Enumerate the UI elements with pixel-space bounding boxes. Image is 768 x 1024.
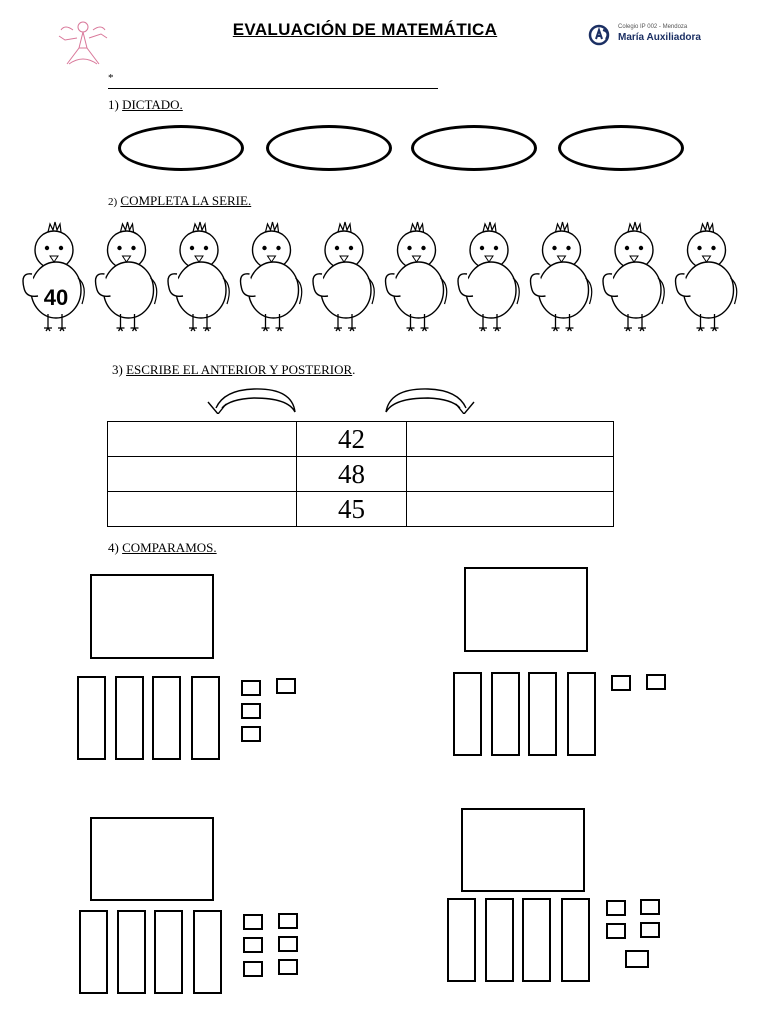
school-emblem-icon — [588, 24, 614, 46]
table-row — [108, 492, 614, 527]
name-field[interactable] — [108, 72, 438, 89]
chick-series — [18, 214, 746, 334]
logo-school-name: María Auxiliadora — [618, 32, 701, 43]
posterior-cell[interactable] — [407, 492, 614, 527]
section-3-heading: 3) ESCRIBE EL ANTERIOR Y POSTERIOR. — [112, 362, 356, 377]
chick-figure — [386, 222, 447, 331]
given-number-cell: 48 — [297, 457, 407, 492]
section-4-heading: 4) COMPARAMOS. — [108, 540, 217, 555]
chick-figure — [313, 222, 374, 331]
given-number-cell: 45 — [297, 492, 407, 527]
chick-figure — [241, 222, 302, 331]
compare-answer-box-4[interactable] — [461, 808, 585, 892]
unit-block — [640, 922, 660, 938]
unit-block — [278, 913, 298, 929]
unit-block — [276, 678, 296, 694]
unit-block — [606, 900, 626, 916]
unit-block — [243, 937, 263, 953]
unit-block — [640, 899, 660, 915]
page-title: EVALUACIÓN DE MATEMÁTICA — [232, 20, 498, 39]
ten-block — [453, 672, 482, 756]
school-logo — [588, 24, 712, 48]
chick-figure — [23, 222, 84, 331]
dictation-answer-4[interactable] — [558, 125, 684, 171]
dictation-answer-2[interactable] — [266, 125, 392, 171]
ten-block — [115, 676, 144, 760]
unit-block — [606, 923, 626, 939]
unit-block — [646, 674, 666, 690]
anterior-cell[interactable] — [108, 457, 297, 492]
chick-figure — [603, 222, 664, 331]
name-prefix: * — [108, 72, 114, 84]
before-arrow-icon — [202, 386, 302, 419]
chick-figure — [168, 222, 229, 331]
chick-figure — [458, 222, 519, 331]
after-arrow-icon — [382, 386, 482, 419]
unit-block — [625, 950, 649, 968]
ten-block — [117, 910, 146, 994]
posterior-cell[interactable] — [407, 457, 614, 492]
chick-figure — [676, 222, 737, 331]
chick-figure — [531, 222, 592, 331]
posterior-cell[interactable] — [407, 422, 614, 457]
chick-figure — [96, 222, 157, 331]
ten-block — [528, 672, 557, 756]
unit-block — [241, 703, 261, 719]
dictation-answer-3[interactable] — [411, 125, 537, 171]
unit-block — [243, 914, 263, 930]
ten-block — [79, 910, 108, 994]
compare-answer-box-3[interactable] — [90, 817, 214, 901]
ten-block — [485, 898, 514, 982]
table-row — [108, 422, 614, 457]
dictation-answer-1[interactable] — [118, 125, 244, 171]
unit-block — [278, 959, 298, 975]
ten-block — [154, 910, 183, 994]
unit-block — [243, 961, 263, 977]
section-1-heading: 1) DICTADO. — [108, 97, 183, 112]
unit-block — [611, 675, 631, 691]
unit-block — [241, 726, 261, 742]
section-2-heading: 2) COMPLETA LA SERIE. — [108, 193, 252, 208]
unit-block — [241, 680, 261, 696]
ten-block — [191, 676, 220, 760]
anterior-cell[interactable] — [108, 422, 297, 457]
before-after-table — [107, 421, 614, 527]
compare-answer-box-1[interactable] — [90, 574, 214, 659]
logo-school-line: Colegio IP 002 - Mendoza — [618, 24, 688, 30]
given-number-cell: 42 — [297, 422, 407, 457]
ten-block — [522, 898, 551, 982]
ten-block — [491, 672, 520, 756]
ten-block — [193, 910, 222, 994]
ten-block — [152, 676, 181, 760]
ten-block — [447, 898, 476, 982]
ten-block — [567, 672, 596, 756]
compare-answer-box-2[interactable] — [464, 567, 588, 652]
table-row — [108, 457, 614, 492]
anterior-cell[interactable] — [108, 492, 297, 527]
ten-block — [77, 676, 106, 760]
unit-block — [278, 936, 298, 952]
series-start-number: 40 — [43, 285, 69, 310]
ten-block — [561, 898, 590, 982]
